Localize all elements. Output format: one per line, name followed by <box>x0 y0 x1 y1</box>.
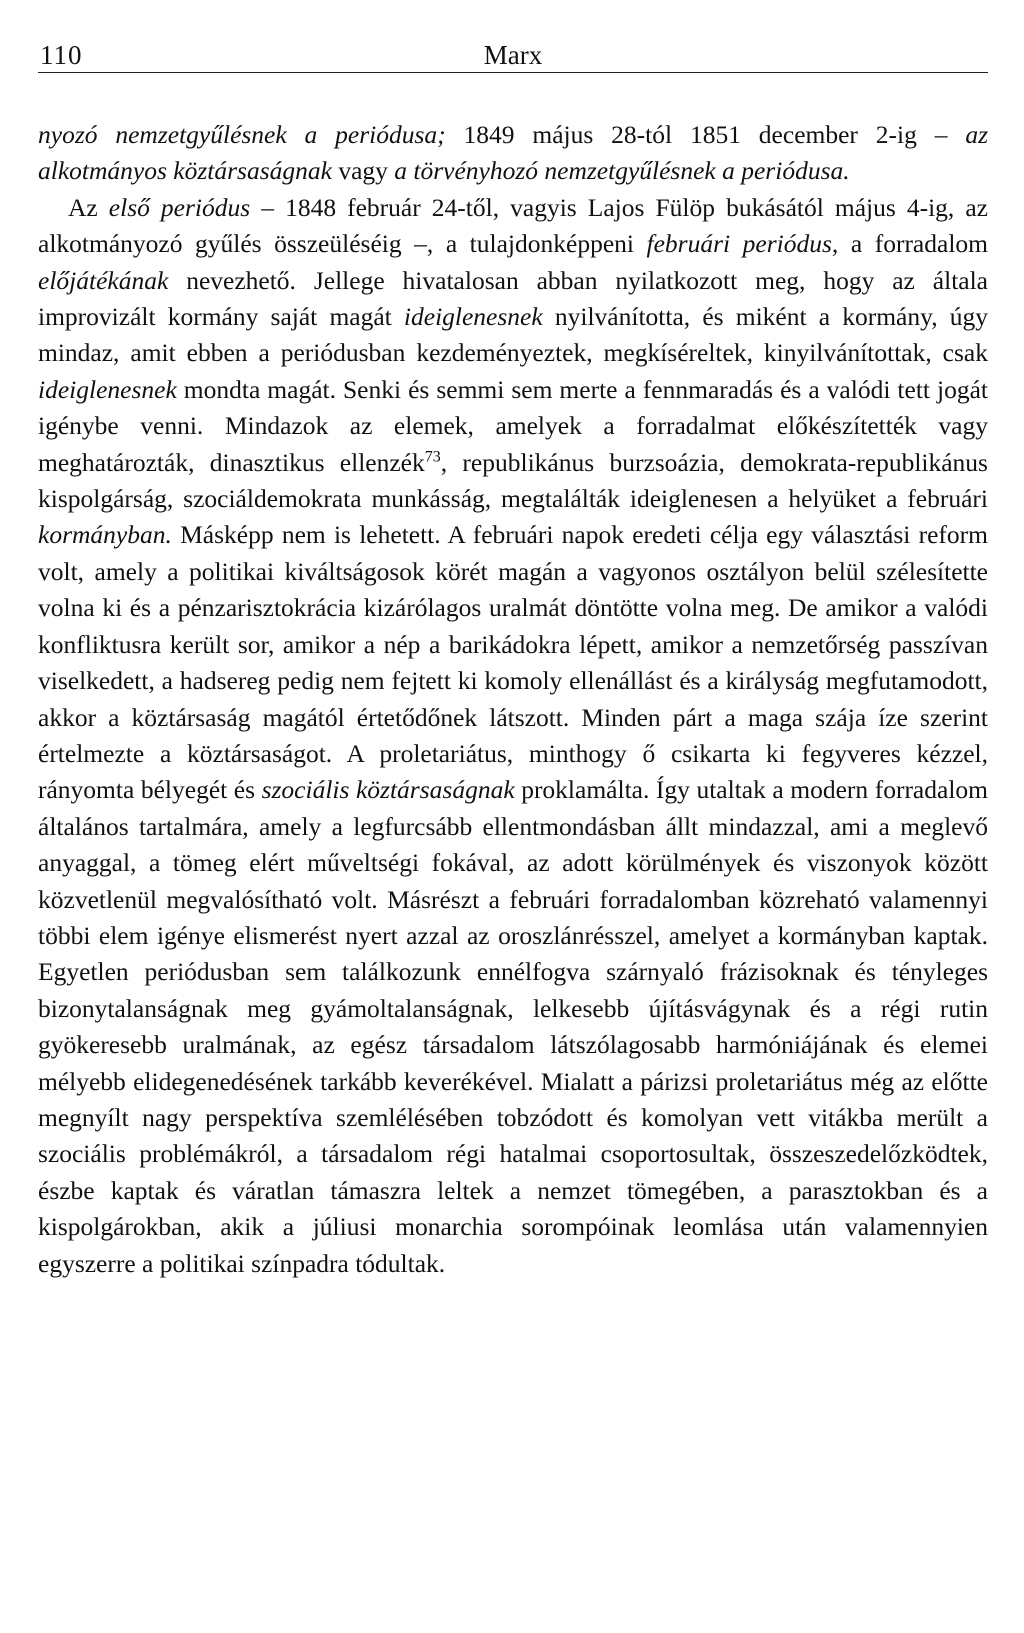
italic-phrase: ideiglenesnek <box>38 374 177 404</box>
footnote-marker[interactable]: 73 <box>424 448 441 466</box>
text-run: mondta magát. Senki és semmi sem merte a fennmaradás és a valódi tett jogát igénybe venni. Mindazok az elemek, amelyek a forradalmat előkészítették vagy meghatározták, dinasztikus ellenzék <box>38 374 988 477</box>
running-title: Marx <box>483 40 543 70</box>
italic-phrase: kormányban. <box>38 520 172 550</box>
text-run: a forradalom <box>838 229 988 259</box>
text-run: Másképp nem is lehetett. A februári napok eredeti célja egy választási reform volt, amely a politikai kiváltságosok körét magán a vagyonos osztályon belül szélesítette volna ki és a pénzarisztokrácia kizárólagos uralmát döntötte volna meg. De amikor a valódi konfliktusra került sor, amikor a nép a barikádokra lépett, amikor a nemzetőrség passzívan viselkedett, a hadsereg pedig nem fejtett ki komoly ellenállást és a királyság megfutamodott, akkor a köztársaság magától értetődőnek látszott. Minden párt a maga szája íze szerint értelmezte a köztársaságot. A proletariátus, minthogy ő csikarta ki fegyveres kézzel, rányomta bélyegét és <box>38 520 988 805</box>
text-run: proklamálta. Így utaltak a modern forradalom általános tartalmára, amely a legfurcsább ellentmondásban állt mindazzal, ami a meglevő anyaggal, a tömeg elért műveltségi fokával, az adott körülmények és viszonyok között közvetlenül megvalósítható volt. Másrészt a februári forradalomban közreható valamennyi többi elem igénye elismerést nyert azzal az oroszlánrésszel, amelyet a kormányban kaptak. Egyetlen periódusban sem találkozunk ennélfogva szárnyaló frázisoknak és tényleges bizonytalanságnak meg gyámoltalanságnak, lelkesebb újításvágynak és a régi rutin gyökeresebb uralmának, az egész társadalom látszólagosabb harmóniájának és elemei mélyebb elidegenedésének tarkább keverékével. Mialatt a párizsi proletariátus még az előtte megnyílt nagy perspektíva szemlélésében tobzódott és komolyan vett vitákba merült a szociális problémákról, a társadalom régi hatalmai csoportosultak, összeszedelőzködtek, észbe kaptak és váratlan támaszra leltek a nemzet tömegében, a parasztokban és a kispolgárokban, akik a júliusi monarchia sorompóinak leomlása után valamennyien egyszerre a politikai színpadra tódultak. <box>38 775 988 1278</box>
text-run: nevezhető. Jellege hivatalosan abban nyilatkozott meg, hogy az általa improvizált kormány saját magát <box>38 265 988 332</box>
italic-phrase: az alkotmányos köztársaságnak <box>38 120 989 186</box>
italic-phrase: a törvényhozó nemzetgyűlésnek a periódusa. <box>394 156 850 186</box>
italic-phrase: ideiglenesnek <box>403 302 543 332</box>
page-number: 110 <box>40 40 83 70</box>
italic-phrase: első periódus <box>108 192 251 222</box>
text-run: , republikánus burzsoázia, demokrata-republikánus kispolgárság, szociáldemokrata munkásság, megtalálták ideiglenesen a helyüket a februári <box>38 447 988 514</box>
body-text <box>38 117 988 1282</box>
book-page <box>38 28 988 1282</box>
text-run: 1849 május 28-tól 1851 december 2-ig – <box>445 120 966 149</box>
text-run: – 1848 február 24-től, vagyis Lajos Fülöp bukásától május 4-ig, az alkotmányozó gyűlés összeüléséig –, a tulajdonképpeni <box>38 192 988 259</box>
italic-phrase: nyozó nemzetgyűlésnek a periódusa; <box>38 120 446 149</box>
paragraph-first-period <box>38 190 988 1282</box>
text-run: vagy <box>331 156 395 186</box>
italic-phrase: előjátékának <box>38 265 169 295</box>
italic-phrase: szociális köztársaságnak <box>261 775 515 805</box>
text-run: nyilvánította, és miként a kormány, úgy mindaz, amit ebben a periódusban kezdeményeztek, megkíséreltek, kinyilvánítottak, csak <box>38 302 988 368</box>
italic-phrase: februári periódus, <box>646 229 839 259</box>
paragraph-continuation <box>38 117 988 190</box>
text-run: Az <box>68 192 109 222</box>
running-head <box>38 28 988 73</box>
